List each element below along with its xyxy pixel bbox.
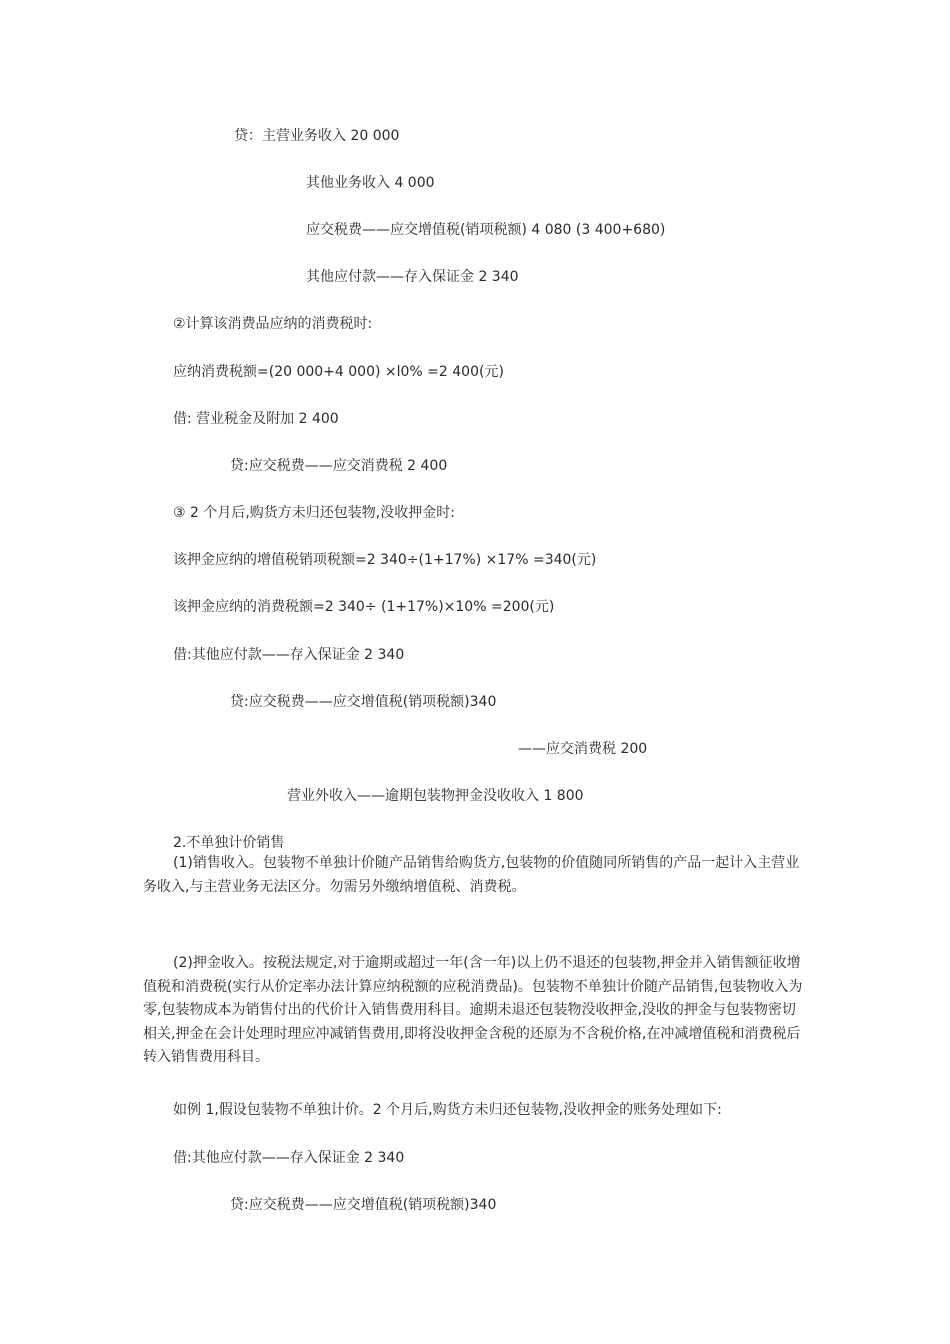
- step2-heading: ②计算该消费品应纳的消费税时:: [173, 316, 373, 332]
- step3-consumption-formula: 该押金应纳的消费税额=2 340÷ (1+17%)×10% =200(元): [173, 599, 555, 615]
- section2-para2: (2)押金收入。按税法规定,对于逾期或超过一年(含一年)以上仍不退还的包装物,押金并入销售额征收增值税和消费税(实行从价定率办法计算应纳税额的应税消费品)。包装物不单独计价随产品销售,包装物收入为零,包装物成本为销售付出的代价计入销售费用科目。逾期未退还包装物没收押金,没收的押金与包装物密切相关,押金在会计处理时理应冲减销售费用,即将没收押金含税的还原为不含税价格,在冲减增值税和消费税后转入销售费用科目。: [143, 955, 803, 1065]
- entry-credit-main-revenue: 贷：主营业务收入 20 000: [234, 128, 400, 144]
- step3-credit-consumption: ——应交消费税 200: [518, 741, 648, 757]
- entry-other-payables-deposit: 其他应付款——存入保证金 2 340: [306, 269, 519, 285]
- section2-credit-vat: 贷:应交税费——应交增值税(销项税额)340: [230, 1197, 497, 1213]
- step2-formula: 应纳消费税额=(20 000+4 000) ×l0% =2 400(元): [173, 364, 504, 380]
- step2-debit: 借: 营业税金及附加 2 400: [173, 411, 339, 427]
- step3-heading: ③ 2 个月后,购货方未归还包装物,没收押金时:: [173, 505, 455, 521]
- entry-other-revenue: 其他业务收入 4 000: [306, 175, 435, 191]
- section2-para1: (1)销售收入。包装物不单独计价随产品销售给购货方,包装物的价值随同所销售的产品一起计入主营业务收入,与主营业务无法区分。勿需另外缴纳增值税、消费税。: [143, 855, 800, 895]
- step2-credit: 贷:应交税费——应交消费税 2 400: [230, 458, 448, 474]
- entry-vat-output: 应交税费——应交增值税(销项税额) 4 080 (3 400+680): [306, 222, 666, 238]
- step3-vat-formula: 该押金应纳的增值税销项税额=2 340÷(1+17%) ×17% =340(元): [173, 552, 597, 568]
- section2-example-intro: 如例 1,假设包装物不单独计价。2 个月后,购货方未归还包装物,没收押金的账务处理如下:: [173, 1102, 722, 1118]
- step3-credit-nonoperating: 营业外收入——逾期包装物押金没收收入 1 800: [287, 788, 584, 804]
- section2-title: 2.不单独计价销售: [173, 835, 285, 851]
- step3-debit: 借:其他应付款——存入保证金 2 340: [173, 647, 405, 663]
- section2-debit: 借:其他应付款——存入保证金 2 340: [173, 1150, 405, 1166]
- step3-credit-vat: 贷:应交税费——应交增值税(销项税额)340: [230, 694, 497, 710]
